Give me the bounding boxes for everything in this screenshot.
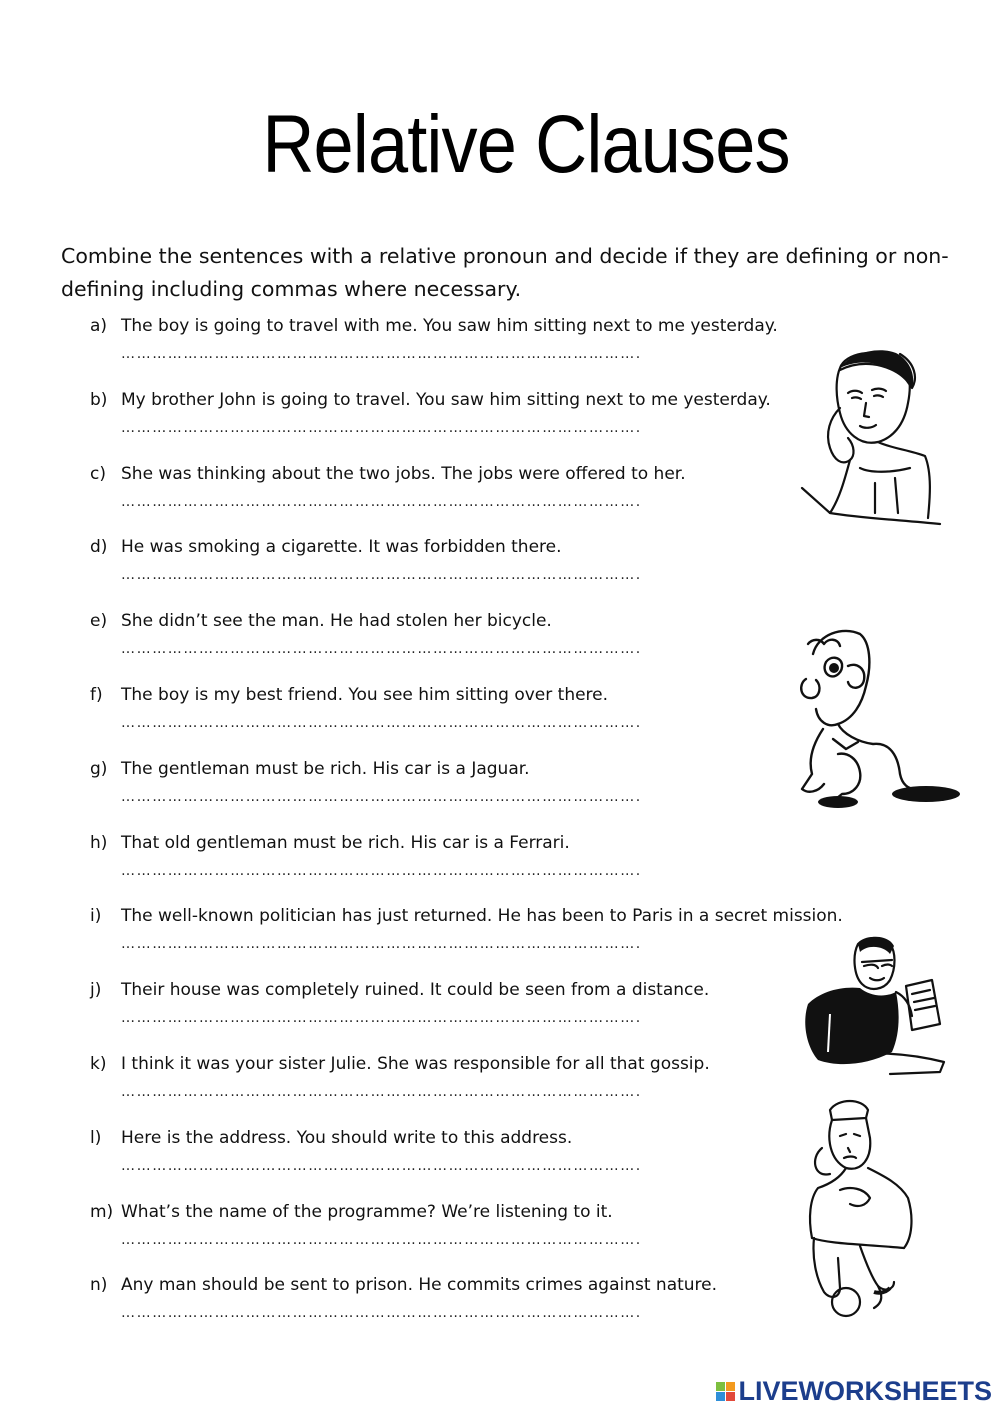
- answer-dotted-line: ……………………………………………………………………………………….: [121, 420, 642, 436]
- answer-input[interactable]: [121, 1239, 779, 1261]
- instructions: Combine the sentences with a relative pronoun and decide if they are defining or non-defining including commas where necessary.: [61, 244, 949, 301]
- answer-input[interactable]: [121, 501, 779, 523]
- exercise-item: [90, 316, 890, 378]
- exercise-item: [90, 611, 890, 673]
- exercise-item: [90, 464, 890, 526]
- item-sentence: She was thinking about the two jobs. The jobs were offered to her.: [121, 464, 686, 484]
- item-sentence: Any man should be sent to prison. He commits crimes against nature.: [121, 1275, 718, 1295]
- answer-dotted-line: ……………………………………………………………………………………….: [121, 936, 642, 952]
- answer-input[interactable]: [121, 1091, 779, 1113]
- exercise-item: [90, 685, 890, 747]
- answer-dotted-line: ……………………………………………………………………………………….: [121, 346, 642, 362]
- item-sentence: He was smoking a cigarette. It was forbidden there.: [121, 537, 562, 557]
- thinking-woman-illustration: [800, 348, 942, 528]
- answer-input[interactable]: [121, 427, 779, 449]
- item-letter: n): [90, 1275, 108, 1295]
- exercise-item: [90, 390, 890, 452]
- item-sentence: The well-known politician has just returned. He has been to Paris in a secret mission.: [121, 906, 843, 926]
- item-sentence: That old gentleman must be rich. His car is a Ferrari.: [121, 833, 570, 853]
- exercise-item: [90, 1128, 890, 1190]
- answer-input[interactable]: [121, 1312, 779, 1334]
- answer-dotted-line: ……………………………………………………………………………………….: [121, 715, 642, 731]
- answer-input[interactable]: [121, 353, 779, 375]
- page-title: Relative Clauses: [262, 99, 790, 190]
- item-sentence: Their house was completely ruined. It could be seen from a distance.: [121, 980, 710, 1000]
- item-letter: h): [90, 833, 108, 853]
- item-letter: c): [90, 464, 106, 484]
- item-letter: g): [90, 759, 108, 779]
- exercise-item: [90, 1275, 890, 1337]
- answer-input[interactable]: [121, 870, 779, 892]
- logo-icon: [716, 1382, 735, 1401]
- item-letter: j): [90, 980, 102, 1000]
- answer-dotted-line: ……………………………………………………………………………………….: [121, 641, 642, 657]
- answer-dotted-line: ……………………………………………………………………………………….: [121, 1232, 642, 1248]
- item-letter: d): [90, 537, 108, 557]
- prisoner-illustration: [800, 1098, 924, 1318]
- item-sentence: She didn’t see the man. He had stolen her bicycle.: [121, 611, 552, 631]
- answer-input[interactable]: [121, 796, 779, 818]
- answer-dotted-line: ……………………………………………………………………………………….: [121, 1010, 642, 1026]
- item-sentence: Here is the address. You should write to this address.: [121, 1128, 573, 1148]
- answer-input[interactable]: [121, 648, 779, 670]
- exercise-item: [90, 1202, 890, 1264]
- item-letter: f): [90, 685, 103, 705]
- answer-dotted-line: ……………………………………………………………………………………….: [121, 863, 642, 879]
- item-sentence: The boy is going to travel with me. You saw him sitting next to me yesterday.: [121, 316, 778, 336]
- answer-dotted-line: ……………………………………………………………………………………….: [121, 1305, 642, 1321]
- item-sentence: The boy is my best friend. You see him sitting over there.: [121, 685, 609, 705]
- answer-input[interactable]: [121, 722, 779, 744]
- answer-dotted-line: ……………………………………………………………………………………….: [121, 1158, 642, 1174]
- item-letter: k): [90, 1054, 107, 1074]
- exercise-item: [90, 980, 890, 1042]
- item-letter: i): [90, 906, 102, 926]
- answer-dotted-line: ……………………………………………………………………………………….: [121, 567, 642, 583]
- answer-input[interactable]: [121, 1017, 779, 1039]
- exercise-item: [90, 833, 890, 895]
- exercise-item: [90, 537, 890, 599]
- item-sentence: The gentleman must be rich. His car is a Jaguar.: [121, 759, 530, 779]
- answer-input[interactable]: [121, 574, 779, 596]
- brand-name: LIVEWORKSHEETS: [738, 1376, 992, 1406]
- exercise-item: [90, 1054, 890, 1116]
- answer-dotted-line: ……………………………………………………………………………………….: [121, 789, 642, 805]
- old-man-cartoon-illustration: [798, 624, 963, 810]
- item-sentence: I think it was your sister Julie. She was responsible for all that gossip.: [121, 1054, 710, 1074]
- liveworksheets-logo: [716, 1376, 992, 1407]
- item-letter: m): [90, 1202, 114, 1222]
- item-letter: b): [90, 390, 108, 410]
- item-sentence: My brother John is going to travel. You saw him sitting next to me yesterday.: [121, 390, 771, 410]
- exercise-item: [90, 906, 890, 968]
- answer-dotted-line: ……………………………………………………………………………………….: [121, 1084, 642, 1100]
- exercise-item: [90, 759, 890, 821]
- answer-input[interactable]: [121, 943, 779, 965]
- item-letter: l): [90, 1128, 102, 1148]
- item-letter: e): [90, 611, 108, 631]
- item-sentence: What’s the name of the programme? We’re listening to it.: [121, 1202, 613, 1222]
- item-letter: a): [90, 316, 108, 336]
- man-reading-papers-illustration: [800, 934, 946, 1078]
- answer-dotted-line: ……………………………………………………………………………………….: [121, 494, 642, 510]
- answer-input[interactable]: [121, 1165, 779, 1187]
